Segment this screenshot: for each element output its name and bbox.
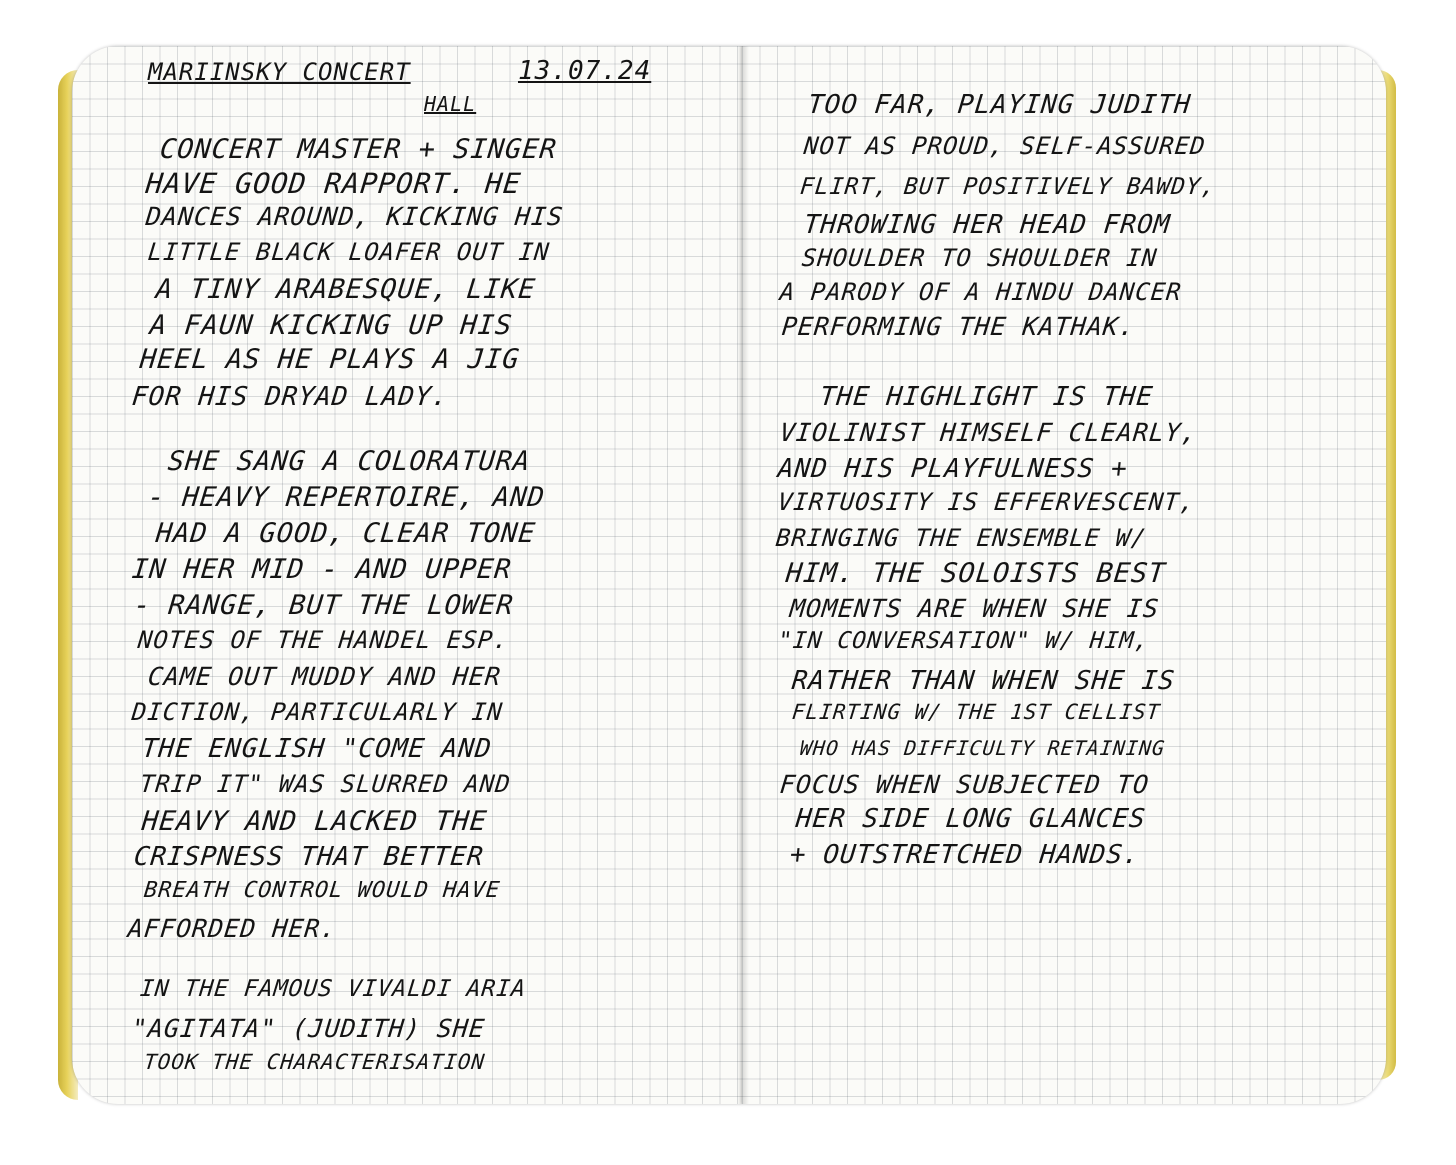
left-line: - RANGE, BUT THE LOWER [132, 590, 516, 621]
right-line: FLIRT, BUT POSITIVELY BAWDY, [798, 174, 1218, 200]
right-line: FOCUS WHEN SUBJECTED TO [778, 770, 1151, 799]
left-line: TRIP IT" WAS SLURRED AND [138, 770, 513, 798]
left-line: CAME OUT MUDDY AND HER [146, 662, 503, 691]
right-line: MOMENTS ARE WHEN SHE IS [788, 594, 1161, 623]
left-line: IN HER MID - AND UPPER [130, 554, 514, 585]
left-line: A TINY ARABESQUE, LIKE [154, 274, 538, 305]
right-line: PERFORMING THE KATHAK. [780, 312, 1137, 341]
right-line: TOO FAR, PLAYING JUDITH [806, 90, 1193, 120]
left-line: HEAVY AND LACKED THE [140, 806, 489, 837]
right-line: NOT AS PROUD, SELF-ASSURED [802, 132, 1208, 160]
left-line: - HEAVY REPERTOIRE, AND [146, 482, 547, 513]
right-line: "IN CONVERSATION" W/ HIM, [776, 628, 1151, 654]
right-line: RATHER THAN WHEN SHE IS [790, 666, 1177, 696]
left-line: A FAUN KICKING UP HIS [148, 310, 515, 341]
left-line: AFFORDED HER. [126, 914, 339, 943]
left-line: HAD A GOOD, CLEAR TONE [154, 518, 538, 549]
left-line: "AGITATA" (JUDITH) SHE [130, 1014, 487, 1043]
right-line: VIRTUOSITY IS EFFERVESCENT, [776, 488, 1197, 516]
right-line: HIM. THE SOLOISTS BEST [784, 558, 1168, 589]
left-line: HAVE GOOD RAPPORT. HE [144, 167, 523, 200]
right-line: + OUTSTRETCHED HANDS. [788, 840, 1142, 870]
header-date: 13.07.24 [518, 56, 652, 86]
right-line: THE HIGHLIGHT IS THE [818, 382, 1155, 412]
right-line: WHO HAS DIFFICULTY RETAINING [798, 736, 1167, 760]
right-line: HER SIDE LONG GLANCES [794, 804, 1148, 834]
left-line: NOTES OF THE HANDEL ESP. [136, 626, 511, 654]
left-line: SHE SANG A COLORATURA [166, 446, 533, 477]
left-line: CONCERT MASTER + SINGER [158, 134, 559, 165]
notebook-gutter [737, 46, 749, 1104]
left-line: HEEL AS HE PLAYS A JIG [138, 344, 522, 375]
right-line: BRINGING THE ENSEMBLE W/ [774, 524, 1149, 552]
right-line: AND HIS PLAYFULNESS + [776, 454, 1130, 484]
left-line: BREATH CONTROL WOULD HAVE [142, 878, 502, 903]
header-title: MARIINSKY CONCERT [148, 58, 411, 86]
left-line: DANCES AROUND, KICKING HIS [144, 202, 565, 231]
right-line: SHOULDER TO SHOULDER IN [800, 244, 1159, 272]
right-line: THROWING HER HEAD FROM [802, 210, 1172, 240]
right-line: FLIRTING W/ THE 1ST CELLIST [790, 700, 1162, 724]
left-line: FOR HIS DRYAD LADY. [130, 382, 450, 412]
left-line: DICTION, PARTICULARLY IN [130, 698, 505, 726]
right-line: A PARODY OF A HINDU DANCER [778, 278, 1184, 306]
header-title-continued: HALL [424, 92, 477, 116]
left-line: CRISPNESS THAT BETTER [132, 842, 486, 872]
right-line: VIOLINIST HIMSELF CLEARLY, [778, 418, 1199, 447]
left-line: IN THE FAMOUS VIVALDI ARIA [138, 976, 528, 1002]
left-line: TOOK THE CHARACTERISATION [142, 1050, 487, 1074]
left-line: THE ENGLISH "COME AND [140, 734, 494, 764]
left-line: LITTLE BLACK LOAFER OUT IN [146, 238, 552, 266]
